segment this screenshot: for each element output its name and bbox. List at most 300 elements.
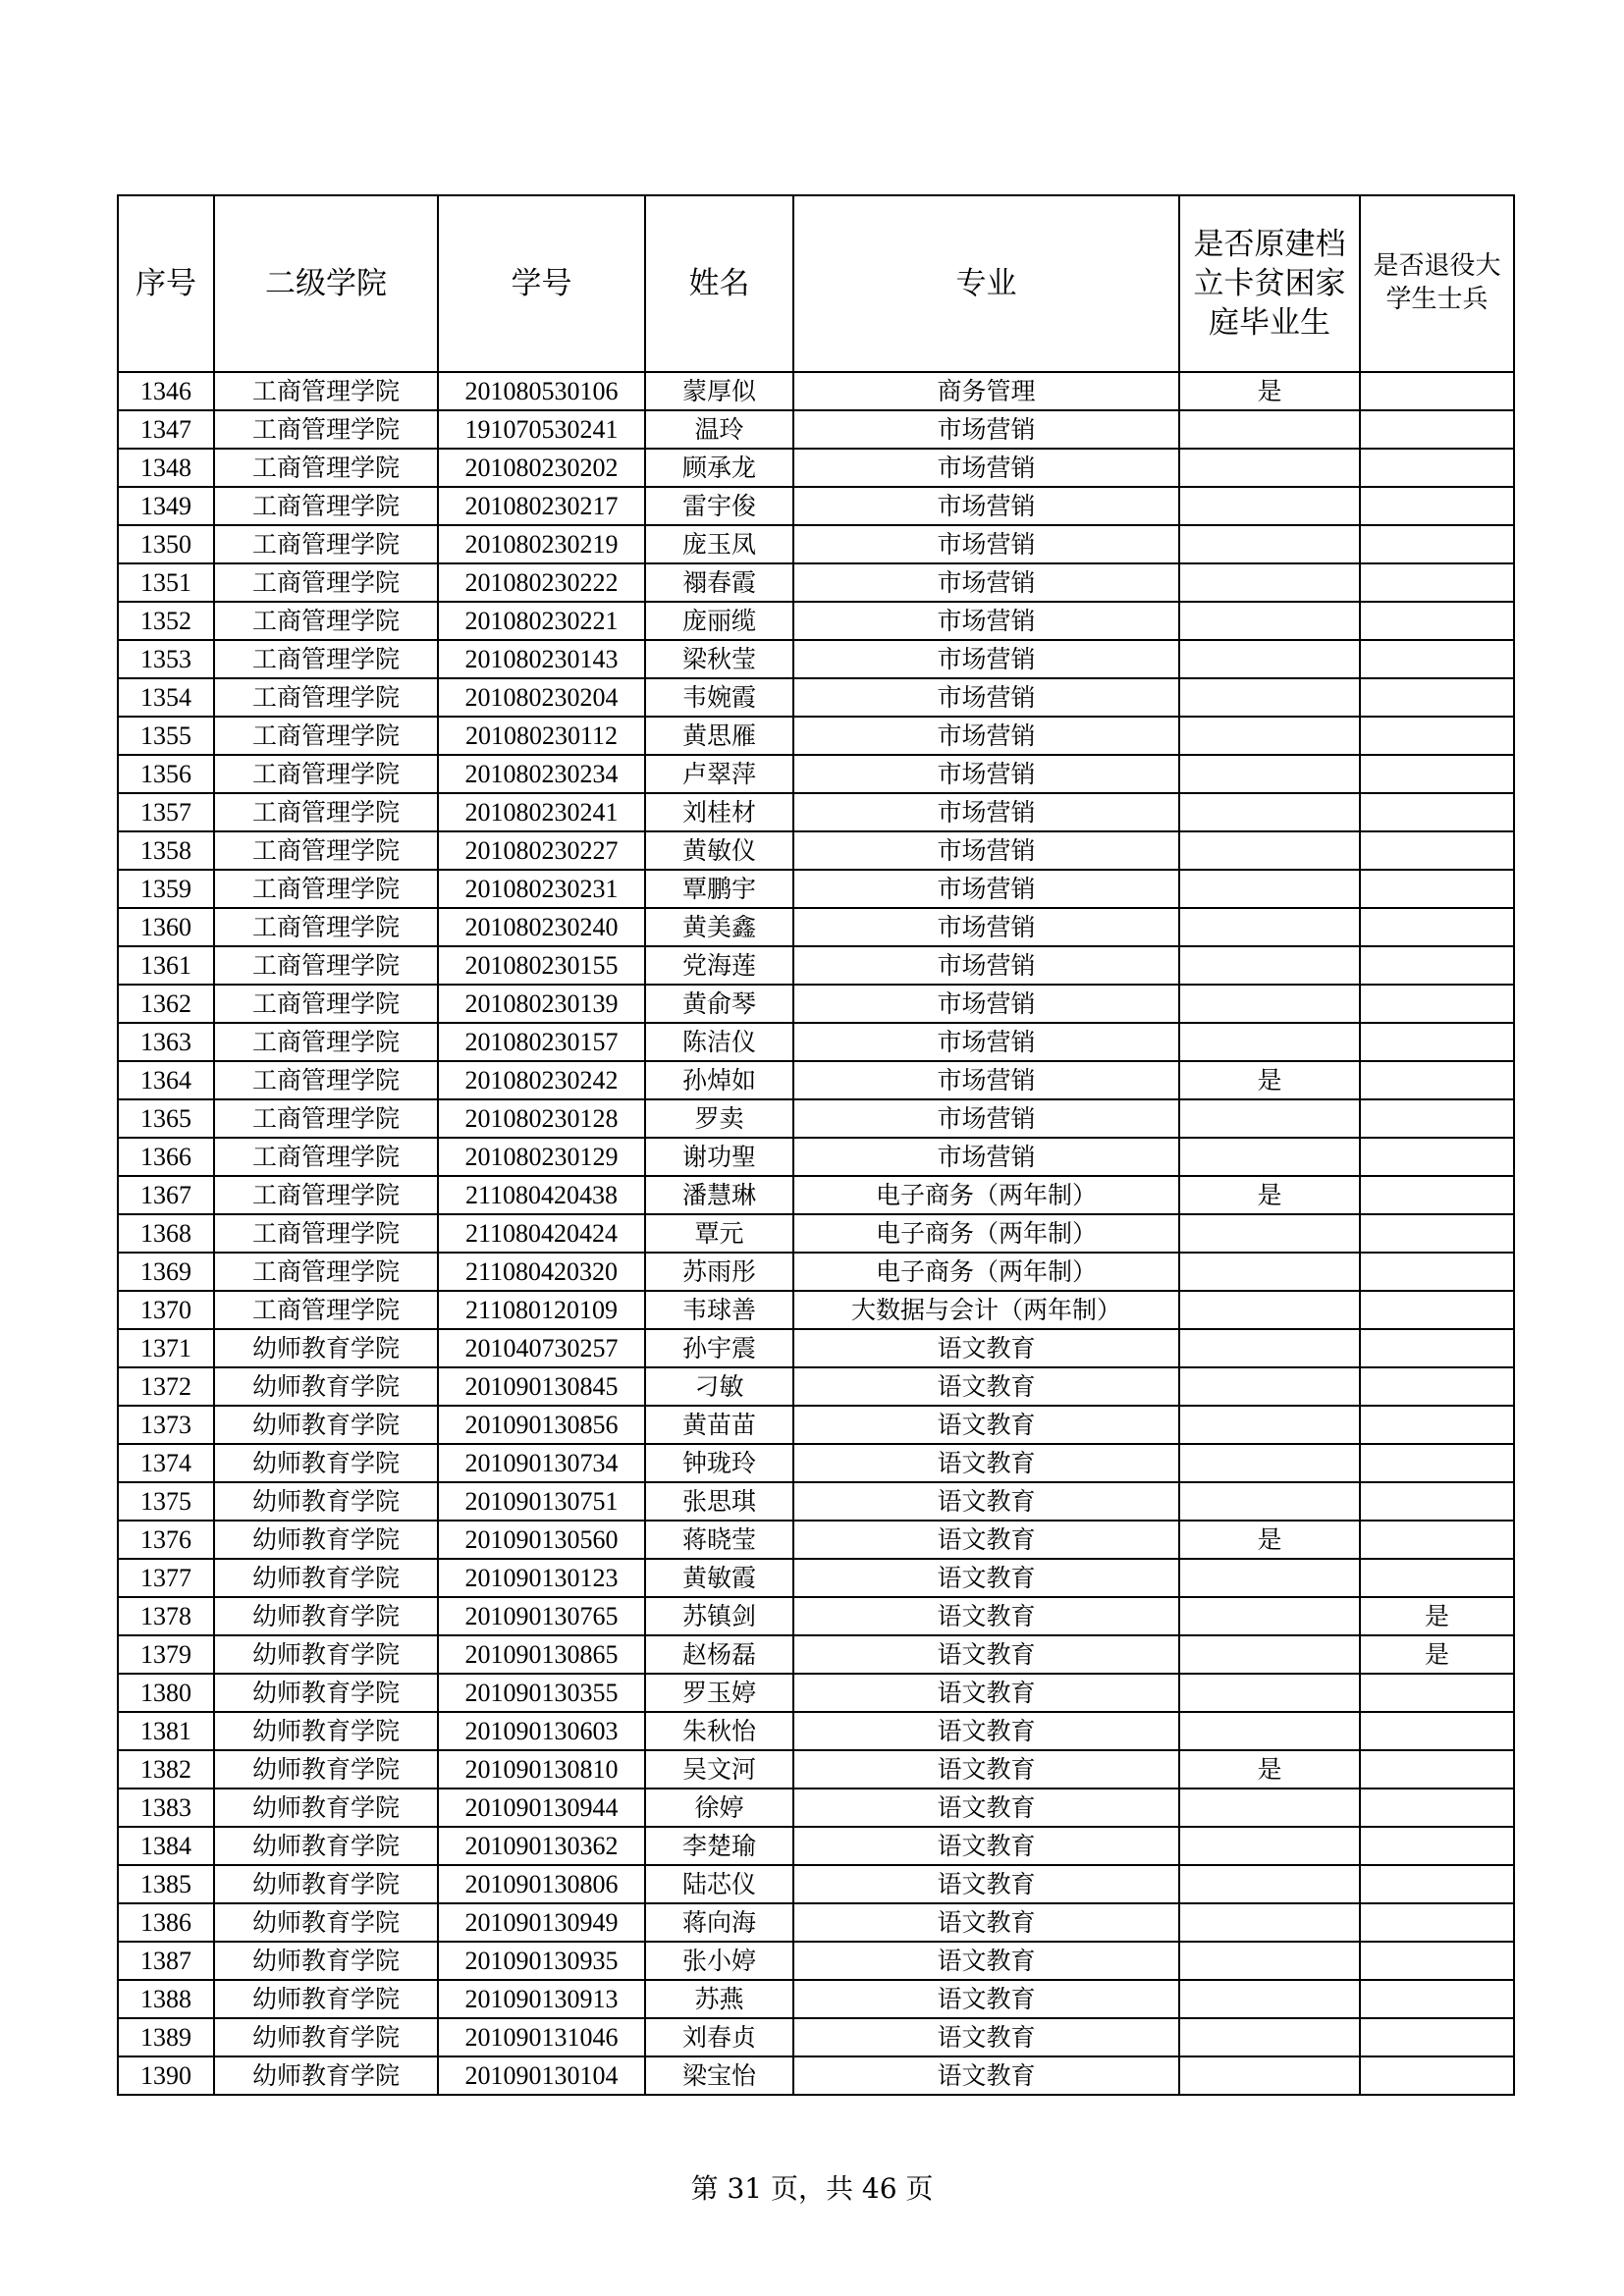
cell-name: 谢功聖 [645, 1138, 793, 1176]
header-poverty-family: 是否原建档立卡贫困家庭毕业生 [1179, 195, 1360, 372]
table-row [118, 1444, 1514, 1482]
cell-serial-number: 1351 [118, 563, 214, 602]
table-row [118, 1214, 1514, 1253]
cell-veteran [1360, 1329, 1514, 1367]
cell-serial-number: 1349 [118, 487, 214, 525]
cell-major: 市场营销 [793, 410, 1179, 449]
cell-poverty-family [1179, 1865, 1360, 1903]
cell-name: 陈洁仪 [645, 1023, 793, 1061]
cell-college: 工商管理学院 [214, 640, 438, 678]
cell-name: 朱秋怡 [645, 1712, 793, 1750]
cell-veteran [1360, 1942, 1514, 1980]
cell-veteran [1360, 1291, 1514, 1329]
table-row [118, 449, 1514, 487]
cell-veteran [1360, 1712, 1514, 1750]
cell-serial-number: 1356 [118, 755, 214, 793]
cell-veteran [1360, 1138, 1514, 1176]
cell-college: 工商管理学院 [214, 755, 438, 793]
cell-veteran [1360, 908, 1514, 946]
cell-poverty-family [1179, 831, 1360, 870]
cell-serial-number: 1346 [118, 372, 214, 410]
cell-college: 工商管理学院 [214, 410, 438, 449]
cell-name: 梁秋莹 [645, 640, 793, 678]
cell-poverty-family [1179, 1329, 1360, 1367]
cell-poverty-family [1179, 1980, 1360, 2018]
table-row [118, 1597, 1514, 1635]
cell-veteran [1360, 1674, 1514, 1712]
cell-poverty-family [1179, 985, 1360, 1023]
cell-major: 语文教育 [793, 1367, 1179, 1406]
cell-veteran [1360, 793, 1514, 831]
cell-name: 吴文河 [645, 1750, 793, 1789]
cell-name: 雷宇俊 [645, 487, 793, 525]
cell-student-id: 201080230217 [438, 487, 645, 525]
cell-student-id: 201090130362 [438, 1827, 645, 1865]
cell-name: 韦婉霞 [645, 678, 793, 717]
cell-veteran [1360, 1482, 1514, 1521]
cell-name: 蒙厚似 [645, 372, 793, 410]
cell-veteran [1360, 1521, 1514, 1559]
cell-poverty-family [1179, 1406, 1360, 1444]
cell-veteran [1360, 717, 1514, 755]
cell-veteran [1360, 1214, 1514, 1253]
cell-serial-number: 1371 [118, 1329, 214, 1367]
cell-student-id: 201080230112 [438, 717, 645, 755]
cell-poverty-family [1179, 1367, 1360, 1406]
cell-poverty-family: 是 [1179, 1750, 1360, 1789]
cell-student-id: 211080420424 [438, 1214, 645, 1253]
table-row [118, 372, 1514, 410]
cell-poverty-family [1179, 525, 1360, 563]
cell-poverty-family [1179, 2056, 1360, 2095]
cell-student-id: 201080230128 [438, 1099, 645, 1138]
cell-poverty-family [1179, 1942, 1360, 1980]
cell-college: 工商管理学院 [214, 717, 438, 755]
cell-poverty-family [1179, 1214, 1360, 1253]
cell-name: 张小婷 [645, 1942, 793, 1980]
cell-name: 梁宝怡 [645, 2056, 793, 2095]
cell-student-id: 201080230231 [438, 870, 645, 908]
cell-serial-number: 1380 [118, 1674, 214, 1712]
table-row [118, 1138, 1514, 1176]
cell-major: 市场营销 [793, 525, 1179, 563]
cell-student-id: 201090131046 [438, 2018, 645, 2056]
cell-veteran [1360, 1099, 1514, 1138]
cell-name: 孙焯如 [645, 1061, 793, 1099]
cell-poverty-family [1179, 678, 1360, 717]
page-number-footer: 第 31 页，共 46 页 [690, 2172, 934, 2205]
cell-serial-number: 1367 [118, 1176, 214, 1214]
cell-name: 李楚瑜 [645, 1827, 793, 1865]
table-row [118, 831, 1514, 870]
cell-major: 语文教育 [793, 2056, 1179, 2095]
cell-student-id: 201090130734 [438, 1444, 645, 1482]
cell-poverty-family [1179, 793, 1360, 831]
cell-student-id: 201090130765 [438, 1597, 645, 1635]
table-row [118, 1827, 1514, 1865]
table-row [118, 525, 1514, 563]
cell-veteran [1360, 1559, 1514, 1597]
cell-poverty-family [1179, 2018, 1360, 2056]
header-row [118, 195, 1514, 372]
cell-student-id: 201090130856 [438, 1406, 645, 1444]
cell-veteran [1360, 410, 1514, 449]
cell-major: 市场营销 [793, 602, 1179, 640]
cell-college: 幼师教育学院 [214, 1406, 438, 1444]
cell-college: 工商管理学院 [214, 1176, 438, 1214]
cell-student-id: 201080230129 [438, 1138, 645, 1176]
cell-name: 黄敏霞 [645, 1559, 793, 1597]
cell-poverty-family [1179, 1023, 1360, 1061]
cell-serial-number: 1350 [118, 525, 214, 563]
cell-college: 工商管理学院 [214, 870, 438, 908]
cell-serial-number: 1372 [118, 1367, 214, 1406]
cell-serial-number: 1384 [118, 1827, 214, 1865]
cell-veteran [1360, 487, 1514, 525]
table-row [118, 1865, 1514, 1903]
cell-name: 刘桂材 [645, 793, 793, 831]
cell-student-id: 201080230219 [438, 525, 645, 563]
cell-major: 语文教育 [793, 1674, 1179, 1712]
cell-college: 工商管理学院 [214, 831, 438, 870]
cell-poverty-family: 是 [1179, 1061, 1360, 1099]
cell-major: 电子商务（两年制） [793, 1253, 1179, 1291]
header-name: 姓名 [645, 195, 793, 372]
cell-college: 工商管理学院 [214, 1291, 438, 1329]
cell-major: 市场营销 [793, 717, 1179, 755]
cell-serial-number: 1385 [118, 1865, 214, 1903]
cell-serial-number: 1359 [118, 870, 214, 908]
cell-name: 覃鹏宇 [645, 870, 793, 908]
cell-veteran [1360, 1176, 1514, 1214]
header-serial-number: 序号 [118, 195, 214, 372]
cell-college: 工商管理学院 [214, 563, 438, 602]
cell-veteran [1360, 1444, 1514, 1482]
cell-major: 市场营销 [793, 831, 1179, 870]
cell-serial-number: 1363 [118, 1023, 214, 1061]
cell-serial-number: 1390 [118, 2056, 214, 2095]
cell-name: 苏燕 [645, 1980, 793, 2018]
cell-name: 覃元 [645, 1214, 793, 1253]
cell-poverty-family: 是 [1179, 1176, 1360, 1214]
cell-serial-number: 1381 [118, 1712, 214, 1750]
table-row [118, 755, 1514, 793]
cell-veteran [1360, 1023, 1514, 1061]
cell-veteran [1360, 449, 1514, 487]
table-row [118, 985, 1514, 1023]
cell-student-id: 211080420320 [438, 1253, 645, 1291]
cell-college: 工商管理学院 [214, 602, 438, 640]
cell-major: 市场营销 [793, 946, 1179, 985]
cell-serial-number: 1347 [118, 410, 214, 449]
cell-student-id: 201080230139 [438, 985, 645, 1023]
cell-college: 工商管理学院 [214, 1138, 438, 1176]
cell-name: 刘春贞 [645, 2018, 793, 2056]
cell-college: 工商管理学院 [214, 449, 438, 487]
table-row [118, 1521, 1514, 1559]
cell-major: 语文教育 [793, 1942, 1179, 1980]
cell-poverty-family [1179, 1789, 1360, 1827]
cell-college: 幼师教育学院 [214, 2056, 438, 2095]
cell-veteran: 是 [1360, 1597, 1514, 1635]
cell-veteran [1360, 2056, 1514, 2095]
cell-serial-number: 1386 [118, 1903, 214, 1942]
cell-major: 电子商务（两年制） [793, 1214, 1179, 1253]
cell-name: 黄俞琴 [645, 985, 793, 1023]
cell-major: 市场营销 [793, 678, 1179, 717]
cell-student-id: 201090130935 [438, 1942, 645, 1980]
cell-serial-number: 1370 [118, 1291, 214, 1329]
cell-major: 语文教育 [793, 1865, 1179, 1903]
cell-college: 工商管理学院 [214, 908, 438, 946]
cell-name: 刁敏 [645, 1367, 793, 1406]
cell-name: 张思琪 [645, 1482, 793, 1521]
table-row [118, 908, 1514, 946]
cell-serial-number: 1364 [118, 1061, 214, 1099]
cell-poverty-family: 是 [1179, 372, 1360, 410]
cell-veteran [1360, 1789, 1514, 1827]
table-row [118, 1942, 1514, 1980]
cell-poverty-family [1179, 1712, 1360, 1750]
cell-college: 工商管理学院 [214, 1099, 438, 1138]
cell-major: 语文教育 [793, 2018, 1179, 2056]
cell-name: 温玲 [645, 410, 793, 449]
cell-poverty-family [1179, 563, 1360, 602]
cell-student-id: 211080120109 [438, 1291, 645, 1329]
cell-poverty-family [1179, 1099, 1360, 1138]
cell-college: 幼师教育学院 [214, 1597, 438, 1635]
cell-student-id: 201080230143 [438, 640, 645, 678]
cell-veteran [1360, 525, 1514, 563]
cell-name: 孙宇震 [645, 1329, 793, 1367]
table-row [118, 1061, 1514, 1099]
cell-poverty-family [1179, 1291, 1360, 1329]
cell-veteran [1360, 985, 1514, 1023]
cell-veteran [1360, 678, 1514, 717]
cell-name: 黄美鑫 [645, 908, 793, 946]
cell-name: 蒋向海 [645, 1903, 793, 1942]
cell-name: 庞玉凤 [645, 525, 793, 563]
cell-student-id: 201090130104 [438, 2056, 645, 2095]
cell-college: 幼师教育学院 [214, 1980, 438, 2018]
cell-serial-number: 1377 [118, 1559, 214, 1597]
cell-poverty-family [1179, 755, 1360, 793]
cell-serial-number: 1358 [118, 831, 214, 870]
cell-poverty-family [1179, 1635, 1360, 1674]
table-row [118, 946, 1514, 985]
cell-major: 市场营销 [793, 1099, 1179, 1138]
cell-college: 幼师教育学院 [214, 1903, 438, 1942]
cell-college: 工商管理学院 [214, 1061, 438, 1099]
table-row [118, 1750, 1514, 1789]
cell-veteran [1360, 1980, 1514, 2018]
cell-college: 幼师教育学院 [214, 1712, 438, 1750]
cell-college: 工商管理学院 [214, 372, 438, 410]
cell-name: 党海莲 [645, 946, 793, 985]
cell-name: 卢翠萍 [645, 755, 793, 793]
cell-major: 语文教育 [793, 1980, 1179, 2018]
cell-major: 市场营销 [793, 563, 1179, 602]
cell-major: 语文教育 [793, 1406, 1179, 1444]
cell-veteran: 是 [1360, 1635, 1514, 1674]
cell-student-id: 201090130355 [438, 1674, 645, 1712]
cell-serial-number: 1382 [118, 1750, 214, 1789]
header-student-id: 学号 [438, 195, 645, 372]
cell-poverty-family [1179, 946, 1360, 985]
table-row [118, 1406, 1514, 1444]
cell-veteran [1360, 870, 1514, 908]
table-row [118, 1789, 1514, 1827]
cell-college: 工商管理学院 [214, 946, 438, 985]
cell-student-id: 201040730257 [438, 1329, 645, 1367]
cell-veteran [1360, 640, 1514, 678]
cell-student-id: 201080230221 [438, 602, 645, 640]
table-row [118, 678, 1514, 717]
cell-student-id: 201090130806 [438, 1865, 645, 1903]
cell-major: 市场营销 [793, 755, 1179, 793]
cell-student-id: 201080230204 [438, 678, 645, 717]
cell-serial-number: 1368 [118, 1214, 214, 1253]
cell-major: 市场营销 [793, 640, 1179, 678]
cell-student-id: 201080230234 [438, 755, 645, 793]
cell-student-id: 201080230240 [438, 908, 645, 946]
cell-major: 语文教育 [793, 1635, 1179, 1674]
cell-poverty-family [1179, 1138, 1360, 1176]
cell-serial-number: 1360 [118, 908, 214, 946]
table-row [118, 1482, 1514, 1521]
cell-serial-number: 1361 [118, 946, 214, 985]
cell-veteran [1360, 602, 1514, 640]
table-row [118, 640, 1514, 678]
cell-major: 大数据与会计（两年制） [793, 1291, 1179, 1329]
cell-veteran [1360, 1827, 1514, 1865]
cell-college: 工商管理学院 [214, 985, 438, 1023]
cell-student-id: 201090130560 [438, 1521, 645, 1559]
cell-veteran [1360, 1061, 1514, 1099]
cell-college: 幼师教育学院 [214, 1367, 438, 1406]
cell-major: 市场营销 [793, 1023, 1179, 1061]
cell-name: 黄敏仪 [645, 831, 793, 870]
cell-serial-number: 1388 [118, 1980, 214, 2018]
cell-student-id: 201090130845 [438, 1367, 645, 1406]
cell-college: 工商管理学院 [214, 525, 438, 563]
cell-student-id: 201090130751 [438, 1482, 645, 1521]
table-row [118, 2056, 1514, 2095]
cell-serial-number: 1357 [118, 793, 214, 831]
cell-poverty-family [1179, 1559, 1360, 1597]
cell-major: 电子商务（两年制） [793, 1176, 1179, 1214]
cell-poverty-family [1179, 1482, 1360, 1521]
cell-name: 潘慧琳 [645, 1176, 793, 1214]
cell-serial-number: 1355 [118, 717, 214, 755]
table-header [118, 195, 1514, 372]
cell-serial-number: 1379 [118, 1635, 214, 1674]
cell-student-id: 201080230242 [438, 1061, 645, 1099]
cell-major: 语文教育 [793, 1903, 1179, 1942]
cell-name: 苏雨彤 [645, 1253, 793, 1291]
cell-name: 禤春霞 [645, 563, 793, 602]
table-row [118, 1329, 1514, 1367]
cell-veteran [1360, 1253, 1514, 1291]
table-row [118, 717, 1514, 755]
cell-student-id: 201090130949 [438, 1903, 645, 1942]
cell-veteran [1360, 946, 1514, 985]
cell-name: 钟珑玲 [645, 1444, 793, 1482]
cell-major: 语文教育 [793, 1789, 1179, 1827]
cell-name: 黄苗苗 [645, 1406, 793, 1444]
table-row [118, 1099, 1514, 1138]
cell-college: 工商管理学院 [214, 1253, 438, 1291]
cell-veteran [1360, 831, 1514, 870]
cell-college: 工商管理学院 [214, 678, 438, 717]
cell-student-id: 201080230227 [438, 831, 645, 870]
cell-student-id: 201090130944 [438, 1789, 645, 1827]
cell-major: 语文教育 [793, 1559, 1179, 1597]
cell-college: 工商管理学院 [214, 1023, 438, 1061]
cell-college: 幼师教育学院 [214, 1329, 438, 1367]
cell-serial-number: 1353 [118, 640, 214, 678]
cell-major: 语文教育 [793, 1712, 1179, 1750]
cell-student-id: 201090130123 [438, 1559, 645, 1597]
cell-poverty-family [1179, 410, 1360, 449]
cell-serial-number: 1378 [118, 1597, 214, 1635]
cell-serial-number: 1352 [118, 602, 214, 640]
cell-poverty-family [1179, 602, 1360, 640]
cell-major: 市场营销 [793, 487, 1179, 525]
cell-serial-number: 1374 [118, 1444, 214, 1482]
cell-student-id: 201080230241 [438, 793, 645, 831]
table-body [118, 372, 1514, 2095]
cell-college: 幼师教育学院 [214, 1750, 438, 1789]
table-row [118, 487, 1514, 525]
cell-major: 语文教育 [793, 1521, 1179, 1559]
table-row [118, 1635, 1514, 1674]
header-major: 专业 [793, 195, 1179, 372]
table-row [118, 1559, 1514, 1597]
cell-major: 市场营销 [793, 870, 1179, 908]
cell-student-id: 201090130913 [438, 1980, 645, 2018]
cell-serial-number: 1383 [118, 1789, 214, 1827]
cell-serial-number: 1365 [118, 1099, 214, 1138]
cell-major: 语文教育 [793, 1827, 1179, 1865]
cell-college: 工商管理学院 [214, 487, 438, 525]
cell-name: 罗玉婷 [645, 1674, 793, 1712]
cell-major: 市场营销 [793, 908, 1179, 946]
cell-name: 顾承龙 [645, 449, 793, 487]
table-row [118, 870, 1514, 908]
cell-serial-number: 1366 [118, 1138, 214, 1176]
cell-major: 市场营销 [793, 449, 1179, 487]
cell-college: 幼师教育学院 [214, 1827, 438, 1865]
cell-student-id: 201080530106 [438, 372, 645, 410]
cell-major: 市场营销 [793, 1061, 1179, 1099]
header-veteran: 是否退役大学生士兵 [1360, 195, 1514, 372]
cell-poverty-family: 是 [1179, 1521, 1360, 1559]
cell-student-id: 201090130810 [438, 1750, 645, 1789]
cell-serial-number: 1375 [118, 1482, 214, 1521]
table-row [118, 1253, 1514, 1291]
cell-student-id: 201080230155 [438, 946, 645, 985]
cell-serial-number: 1376 [118, 1521, 214, 1559]
cell-poverty-family [1179, 717, 1360, 755]
cell-college: 幼师教育学院 [214, 1942, 438, 1980]
cell-college: 幼师教育学院 [214, 1482, 438, 1521]
cell-poverty-family [1179, 908, 1360, 946]
cell-name: 黄思雁 [645, 717, 793, 755]
cell-college: 幼师教育学院 [214, 1789, 438, 1827]
cell-veteran [1360, 1406, 1514, 1444]
cell-poverty-family [1179, 487, 1360, 525]
